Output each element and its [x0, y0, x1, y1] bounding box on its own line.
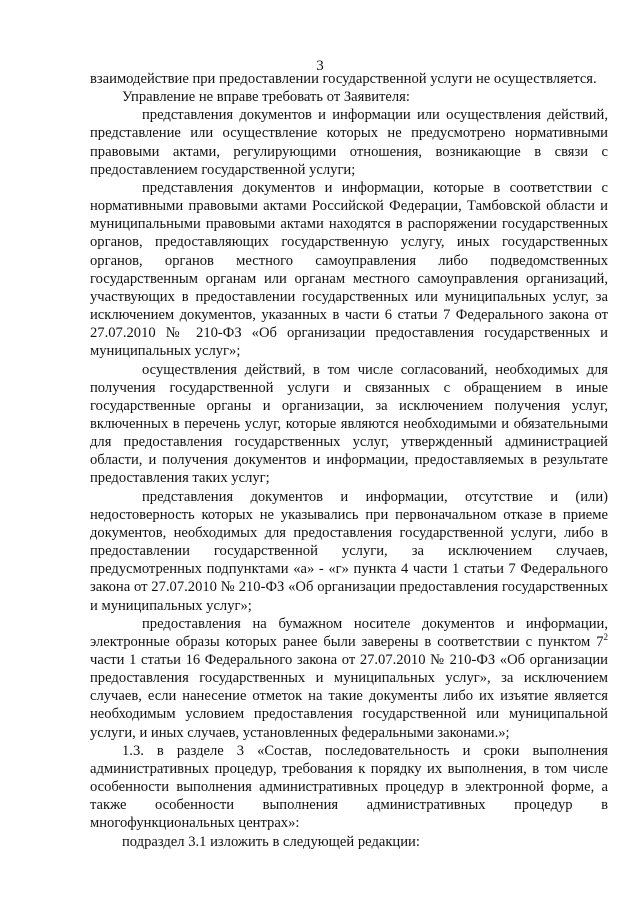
- paper-carrier-text-before: предоставления на бумажном носителе документов и информации, электронные образы которых ранее были заверены в соответствии с пунктом 7: [90, 615, 608, 650]
- paragraph-clause-1-3: 1.3. в разделе 3 «Состав, последовательность и сроки выполнения административных процедур, требования к порядку их выполнения, в том числе особенности выполнения административных процедур в электронной форме, а также особенности выполнения административных процедур в многофункциональных центрах»:: [90, 742, 608, 832]
- paragraph-continuation: взаимодействие при предоставлении государственной услуги не осуществляется.: [90, 71, 597, 87]
- paragraph-item-documents-not-required: представления документов и информации или осуществления действий, представление или осуществление которых не предусмотрено нормативными правовыми актами, регулирующими отношения, возникающие в связи с предоставлением государственной услуги;: [90, 107, 608, 178]
- paragraph-subsection-3-1: подраздел 3.1 изложить в следующей редакции:: [122, 833, 420, 850]
- document-body: [90, 70, 608, 851]
- paragraph-item-documents-held-by-agencies: представления документов и информации, которые в соответствии с нормативными правовыми актами Российской Федерации, Тамбовской области и муниципальными правовыми актами находятся в распоряжении государственных органов, предоставляющих государственную услугу, иных государственных органов, органов местного самоуправления либо подведомственных государственным органам или органам местного самоуправления организаций, участвующих в предоставлении государственных или муниципальных услуг, за исключением документов, указанных в части 6 статьи 7 Федерального закона от 27.07.2010 № 210-ФЗ «Об организации предоставления государственных и муниципальных услуг»;: [90, 179, 608, 360]
- page-number: 3: [316, 58, 324, 74]
- paragraph-item-actions-approvals: осуществления действий, в том числе согласований, необходимых для получения государственной услуги и связанных с обращением в иные государственные органы и организации, за исключением получения услуг, включенных в перечень услуг, которые являются необходимыми и обязательными для предоставления государственных услуг, утвержденный администрацией области, и получения документов и информации, предоставляемых в результате предоставления таких услуг;: [90, 361, 608, 487]
- superscript-point-number: 2: [603, 631, 608, 642]
- paragraph-item-absence-or-unreliability: представления документов и информации, отсутствие и (или) недостоверность которых не указывались при первоначальном отказе в приеме документов, необходимых для предоставления государственной услуги, либо в предоставлении государственной услуги, за исключением случаев, предусмотренных подпунктами «а» - «г» пункта 4 части 1 статьи 7 Федерального закона от 27.07.2010 № 210-ФЗ «Об организации предоставления государственных и муниципальных услуг»;: [90, 488, 608, 614]
- paper-carrier-text-after: части 1 статьи 16 Федерального закона от 27.07.2010 № 210-ФЗ «Об организации предоставления государственных и муниципальных услуг», за исключением случаев, если нанесение отметок на такие документы либо их изъятие является необходимым условием предоставления государственной или муниципальной услуги, и иных случаев, установленных федеральными законами.»;: [90, 652, 608, 741]
- paragraph-authority-may-not-require: Управление не вправе требовать от Заявителя:: [122, 89, 410, 106]
- paragraph-item-paper-carrier: [90, 615, 608, 742]
